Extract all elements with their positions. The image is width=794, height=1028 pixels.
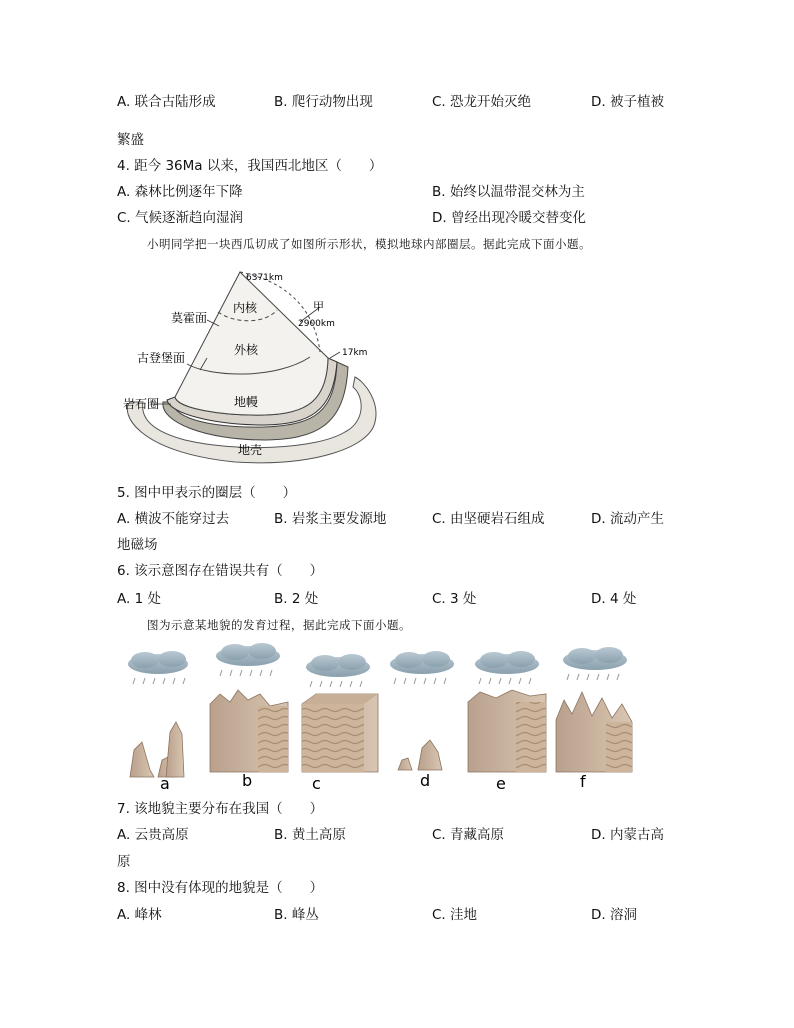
q3-option-d-continuation: 繁盛 <box>117 132 144 148</box>
q4-option-c: C. 气候逐渐趋向湿润 <box>117 210 244 226</box>
q3-option-d: D. 被子植被 <box>591 94 664 110</box>
karst-development-figure <box>120 642 650 792</box>
q5-stem: 5. 图中甲表示的圈层（ ） <box>117 485 297 501</box>
landform-e <box>468 690 546 772</box>
q5-option-a: A. 横波不能穿过去 <box>117 511 230 527</box>
q6-option-a: A. 1 处 <box>117 591 161 607</box>
label-a: a <box>160 774 170 792</box>
label-17km: 17km <box>342 348 368 358</box>
q3-option-a: A. 联合古陆形成 <box>117 94 216 110</box>
label-inner-core: 内核 <box>233 301 258 315</box>
label-moho: 莫霍面 <box>171 311 208 325</box>
cloud-e <box>475 651 539 684</box>
q4-stem: 4. 距今 36Ma 以来，我国西北地区（ ） <box>117 158 383 174</box>
label-gutenberg: 古登堡面 <box>137 351 186 365</box>
label-c: c <box>312 774 321 792</box>
cloud-f <box>563 647 627 680</box>
cloud-d <box>390 651 454 684</box>
q7-option-a: A. 云贵高原 <box>117 827 189 843</box>
landform-b <box>210 690 288 772</box>
q8-option-c: C. 洼地 <box>432 907 478 923</box>
q7-option-c: C. 青藏高原 <box>432 827 505 843</box>
label-outer-core: 外核 <box>234 343 259 357</box>
q6-option-d: D. 4 处 <box>591 591 637 607</box>
q3-option-c: C. 恐龙开始灭绝 <box>432 94 532 110</box>
q7-option-d-continuation: 原 <box>117 854 131 870</box>
label-f: f <box>580 772 586 791</box>
q5-option-b: B. 岩浆主要发源地 <box>274 511 387 527</box>
label-jia: 甲 <box>313 300 324 313</box>
cloud-c <box>306 654 370 687</box>
label-e: e <box>496 774 506 792</box>
q8-stem: 8. 图中没有体现的地貌是（ ） <box>117 880 324 896</box>
q7-stem: 7. 该地貌主要分布在我国（ ） <box>117 801 324 817</box>
q6-option-b: B. 2 处 <box>274 591 319 607</box>
cloud-a <box>128 651 188 684</box>
landform-a <box>130 722 184 777</box>
intro-landform: 图为示意某地貌的发育过程，据此完成下面小题。 <box>147 618 411 632</box>
label-mantle: 地幔 <box>234 395 259 409</box>
q5-option-d-continuation: 地磁场 <box>117 537 158 553</box>
q4-option-d: D. 曾经出现冷暖交替变化 <box>432 210 586 226</box>
earth-layers-figure <box>115 262 385 472</box>
q6-option-c: C. 3 处 <box>432 591 477 607</box>
q7-option-b: B. 黄土高原 <box>274 827 346 843</box>
q5-option-c: C. 由坚硬岩石组成 <box>432 511 545 527</box>
q8-option-a: A. 峰林 <box>117 907 162 923</box>
cloud-b <box>216 643 280 676</box>
label-b: b <box>242 771 253 790</box>
label-6371km: 6371km <box>246 273 283 283</box>
q8-option-b: B. 峰丛 <box>274 907 319 923</box>
label-d: d <box>420 771 431 790</box>
q4-option-a: A. 森林比例逐年下降 <box>117 184 243 200</box>
landform-d <box>398 740 442 770</box>
q5-option-d: D. 流动产生 <box>591 511 664 527</box>
landform-f <box>556 692 632 772</box>
intro-earth-layers: 小明同学把一块西瓜切成了如图所示形状，模拟地球内部圈层。据此完成下面小题。 <box>147 237 591 251</box>
label-2900km: 2900km <box>298 319 335 329</box>
label-crust: 地壳 <box>238 443 263 457</box>
q8-option-d: D. 溶洞 <box>591 907 637 923</box>
depth-17-leader <box>330 352 340 358</box>
q3-option-b: B. 爬行动物出现 <box>274 94 373 110</box>
q7-option-d: D. 内蒙古高 <box>591 827 664 843</box>
q4-option-b: B. 始终以温带混交林为主 <box>432 184 585 200</box>
q6-stem: 6. 该示意图存在错误共有（ ） <box>117 563 324 579</box>
landform-c <box>302 694 378 772</box>
label-lithosphere: 岩石圈 <box>123 397 160 411</box>
